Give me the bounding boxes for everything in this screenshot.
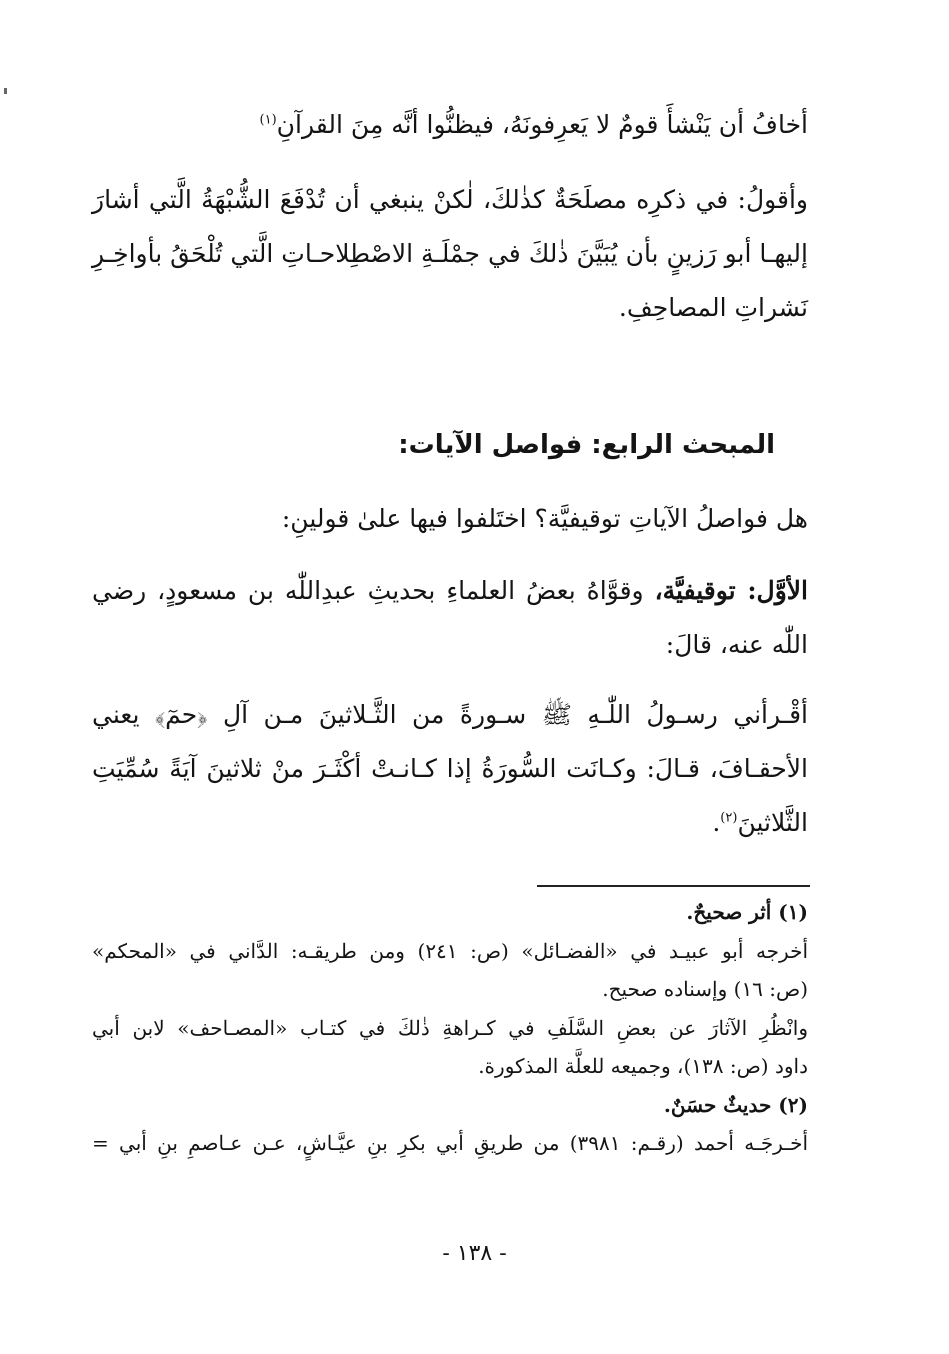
footnote-line: وانْظُرِ الآثارَ عن بعضِ السَّلَفِ في كـراهةِ ذٰلكَ في كتـاب «المصـاحف» لابن أبي xyxy=(92,1015,808,1040)
text-line: الثَّلاثينَ$^{(٢)}$. xyxy=(712,808,808,837)
paragraph-hadith xyxy=(92,688,808,850)
text-line: هل فواصلُ الآياتِ توقيفيَّة؟ اختَلفوا فيها علىٰ قولينِ: xyxy=(281,504,808,533)
text-line: اللّٰه عنه، قالَ: xyxy=(665,630,808,659)
paragraph-quote-end xyxy=(92,98,808,152)
scan-mark xyxy=(4,88,7,94)
paragraph-commentary xyxy=(92,173,808,335)
text-line: وأقولُ: في ذكرِه مصلَحَةٌ كذٰلكَ، لٰكنْ ينبغي أن تُدْفَعَ الشُّبْهَةُ الَّتي أشارَ xyxy=(92,185,809,214)
footnote-separator xyxy=(537,885,810,887)
text-line: أخافُ أن يَنْشأَ قومٌ لا يَعرِفونَهُ، فيظنُّوا أنَّه مِنَ القرآنِ$^{(١)}$ xyxy=(259,110,808,139)
footnote-2-heading: (٢) حديثٌ حسَنٌ. xyxy=(663,1092,808,1117)
footnote-1-heading: (١) أثر صحيحٌ. xyxy=(686,900,808,924)
footnote-ref: (١) xyxy=(259,112,277,128)
text-line: نَشراتِ المصاحِفِ. xyxy=(618,293,808,322)
page-number: - ١٣٨ - xyxy=(442,1241,507,1266)
footnote-line: داود (ص: ١٣٨)، وجميعه للعلَّة المذكورة. xyxy=(478,1054,808,1078)
footnotes xyxy=(92,893,808,1163)
footnote-line: (ص: ١٦) وإسناده صحيح. xyxy=(602,977,808,1001)
section-heading: المبحث الرابع: فواصل الآيات: xyxy=(398,430,775,460)
footnote-ref: (٢) xyxy=(720,810,738,826)
opinion-label: الأوَّل: توقيفيَّة، xyxy=(654,576,808,605)
text-line: الأوَّل: توقيفيَّة، وقوَّاهُ بعضُ العلماءِ بحديثِ عبدِاللّٰه بن مسعودٍ، رضي xyxy=(92,576,808,605)
text-line: الأحقـافَ، قـالَ: وكـانَت السُّورَةُ إذا كـانـتْ أكْثَـرَ منْ ثلاثينَ آيَةً سُمِّيَتِ xyxy=(92,754,808,783)
paragraph-question xyxy=(92,492,808,546)
footnote-line: أخـرجَـه أحمد (رقـم: ٣٩٨١) من طريقِ أبي بكرِ بنِ عيَّـاشٍ، عـن عـاصمِ بنِ أبي = xyxy=(92,1131,808,1155)
footnote-line: أخرجه أبو عبيـد في «الفضـائل» (ص: ٢٤١) ومن طريقـه: الدَّاني في «المحكم» xyxy=(92,938,809,963)
text-line: أقْـرأني رسـولُ اللّٰـهِ ﷺ سـورةً من الثَّـلاثينَ مـن آلِ ﴿حمٓ﴾ يعني xyxy=(92,700,808,729)
text-line: إليهـا أبو رَزينٍ بأن يُبَيَّنَ ذٰلكَ في جمْلَـةِ الاصْطِلاحـاتِ الَّتي تُلْحَقُ بأواخِـرِ xyxy=(92,239,808,268)
paragraph-first-opinion xyxy=(92,564,808,672)
